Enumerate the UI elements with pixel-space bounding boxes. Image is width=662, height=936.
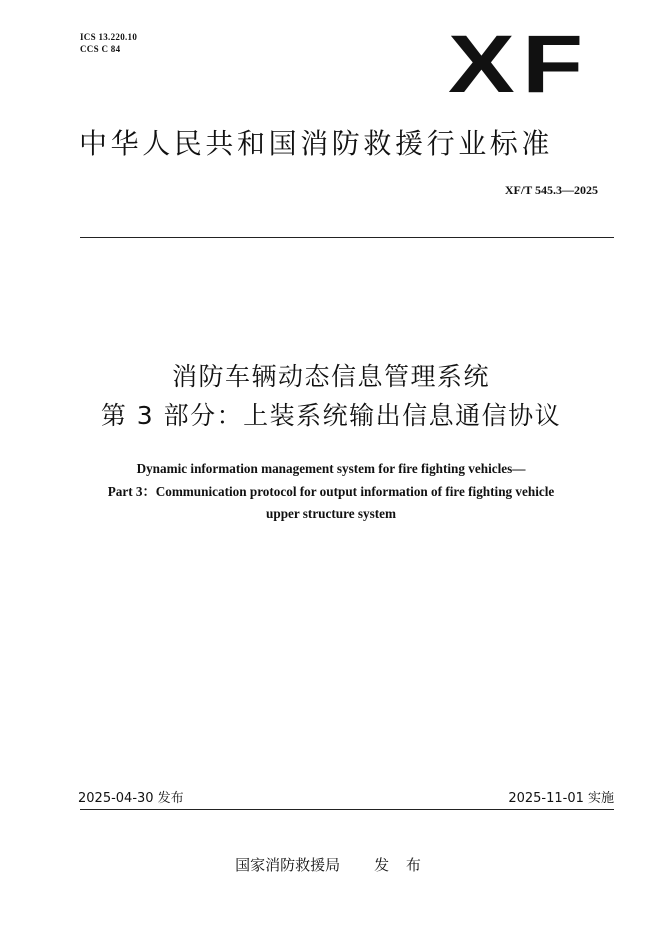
issuer-name: 国家消防救援局	[235, 856, 341, 874]
ics-code: ICS 13.220.10	[80, 32, 138, 42]
standard-category-title: 中华人民共和国消防救援行业标准	[79, 127, 554, 160]
english-title-line-2: Part 3：Communication protocol for output information of fire fighting vehicle	[107, 484, 555, 499]
release-date: 2025-04-30 发布	[78, 791, 184, 806]
english-title-line-1: Dynamic information management system for fire fighting vehicles—	[136, 461, 526, 476]
footer-divider	[80, 809, 614, 810]
classification-codes	[80, 31, 137, 55]
issuer-action: 发 布	[374, 856, 427, 874]
xf-logo: XF	[448, 19, 591, 110]
implementation-date: 2025-11-01 实施	[508, 791, 614, 806]
header-divider	[80, 237, 614, 238]
ccs-code: CCS C 84	[80, 44, 121, 54]
chinese-title-line-1: 消防车辆动态信息管理系统	[171, 362, 490, 391]
issuer-line	[0, 855, 662, 875]
standard-number: XF/T 545.3—2025	[504, 183, 598, 197]
english-title-line-3: upper structure system	[266, 506, 396, 521]
chinese-title-line-2: 第 3 部分：上装系统输出信息通信协议	[100, 401, 562, 430]
